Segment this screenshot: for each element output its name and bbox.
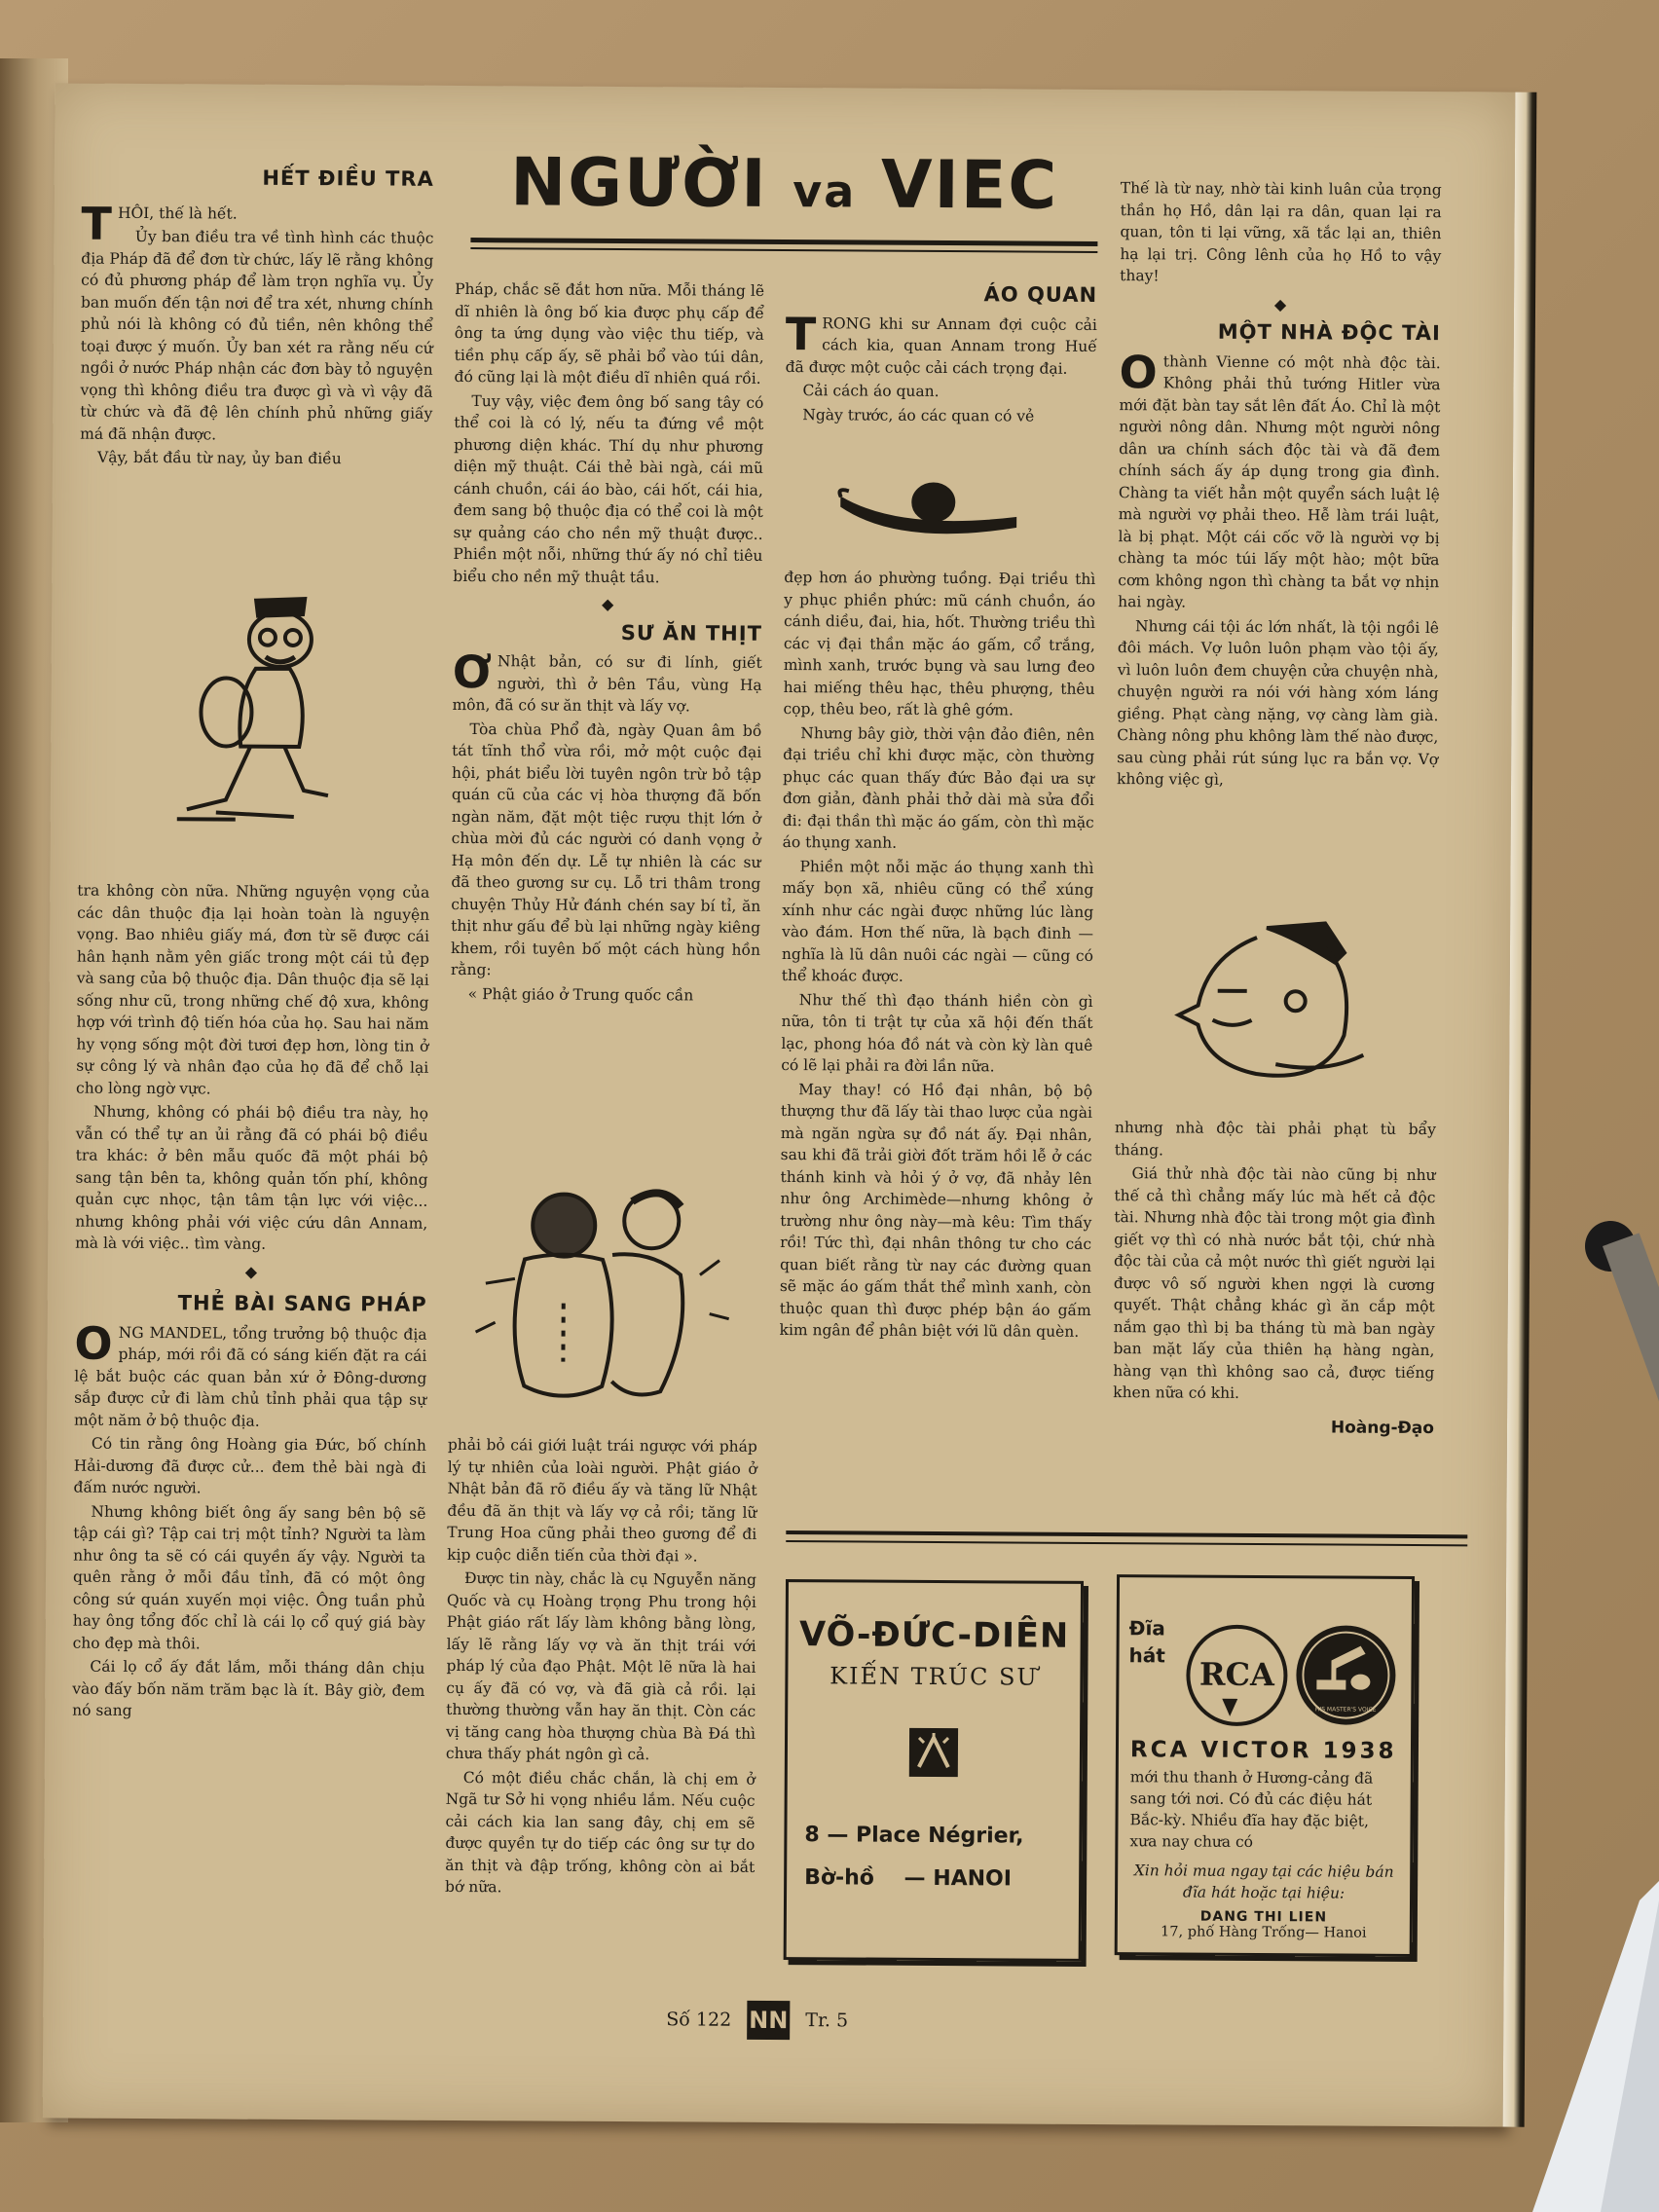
his-masters-voice-logo-icon (1292, 1621, 1400, 1729)
ad-rca-call-to-action: Xin hỏi mua ngay tại các hiệu bán đĩa hát hoặc tại hiệu: (1133, 1862, 1394, 1902)
author-signature: Hoàng-Đạo (1330, 1417, 1435, 1438)
paragraph: đẹp hơn áo phường tuồng. Đại triều thì y phục phiền phức: mũ cánh chuồn, áo cánh diều, đai, hia, hốt. Thường triều thì các vị đại thần mặc áo gấm, cổ trắng, mình xanh, trước bụng và sau lưng đeo hai miếng thêu hạc, thêu phượng, thêu cọp, thêu beo, rất là ghê gớm. (783, 569, 1096, 719)
paragraph: Được tin này, chắc là cụ Nguyễn năng Quốc và cụ Hoàng trọng Phu trong hội Phật giáo rất lấy làm không bằng lòng, lấy lẽ rằng lấy vợ và ăn thịt trái với pháp lý của đạo Phật. Một lẽ nữa là hai cụ ấy đã có vợ, và đã già cả rồi. lại thường thường vẫn hay ăn thịt. Còn các vị tăng cang hòa thượng chùa Bà Đá thì chưa thấy phát ngôn gì cả. (445, 1569, 757, 1764)
dropcap: T (81, 197, 113, 250)
masthead-word-2: va (793, 165, 857, 218)
caricature-walking-man (158, 580, 393, 834)
column-3 (785, 282, 1097, 429)
his-masters-voice-text: HIS MASTER'S VOICE (1314, 1706, 1377, 1714)
paragraph: Ngày trước, áo các quan có vẻ (802, 405, 1035, 425)
paragraph: RONG khi sư Annam đợi cuộc cải cách kia, quan Annam trong Huế đã được một cuộc cải cách trọng đại. (785, 313, 1097, 378)
paragraph: Giá thử nhà độc tài nào cũng bị như thế cả thì chẳng mấy lúc mà hết cả độc tài. Nhưng nhà độc tài trong một gia đình giết vợ thì có nhà nước bắt tội, chứ nhà độc tài của cả một nước thì giết người lại được vô số người khen ngợi là cương quyết. Thật chẳng khác gì ăn cắp một nắm gạo thì bị ba tháng tù mà ban ngày ban mặt lấy của thiên hạ hàng ngàn, hàng vạn thì không sao cả, được tiếng khen nữa có khi. (1113, 1164, 1436, 1402)
paragraph: Cái lọ cổ ấy đắt lắm, mỗi tháng dân chịu vào đấy bốn năm trăm bạc là ít. Bây giờ, đem nó sang (72, 1657, 425, 1719)
dropcap: O (1119, 345, 1158, 398)
section-divider-diamond: ◆ (1273, 294, 1287, 313)
paragraph: Phiền một nỗi mặc áo thụng xanh thì mấy bọn xã, nhiêu cũng có thể xúng xính như các ngài được những lúc làng vào đám. Hơn thế nữa, là bạch đinh — nghĩa là lũ dân nuôi các ngài — cũng có thể khoác được. (781, 857, 1094, 985)
paragraph: Có tin rằng ông Hoàng gia Đức, bố chính Hải-dương đã được cử... đem thẻ bài ngà đi đấm nước người. (73, 1434, 426, 1497)
paragraph: tra không còn nữa. Những nguyện vọng của các dân thuộc địa lại hoàn toàn là nguyện vọng. Bao nhiêu giấy má, đơn từ sẽ được cái hân hạnh nằm yên giấc trong một cái tủ đẹp và sang của bộ thuộc địa. Dân thuộc địa sẽ lại sống như cũ, trong những chế độ xưa, không hợp với trình độ tiến hóa của họ. Sau hai năm hy vọng sống một đời tươi đẹp hơn, lòng tin ở sự công lý và nhân đạo của họ đã để chỗ lại cho lòng ngờ vực. (76, 881, 430, 1097)
ad-architect-title: KIẾN TRÚC SƯ (830, 1662, 1039, 1691)
advertisement-architect (784, 1579, 1084, 1962)
caricature-dictator-head (1159, 907, 1374, 1093)
article-heading-het-dieu-tra: HẾT ĐIỀU TRA (262, 166, 434, 191)
article-heading-mot-nha-doc-tai: MỘT NHÀ ĐỘC TÀI (1217, 319, 1441, 346)
ad-disc-label-line-1: Đĩa (1128, 1616, 1165, 1641)
dropcap: T (785, 307, 817, 360)
column-2 (451, 278, 765, 1009)
ad-rule-thick (786, 1530, 1467, 1538)
paragraph: Tuy vậy, việc đem ông bố sang tây có thể coi là có lý, nếu ta đứng về một phương diện khác. Thí dụ như phương diện mỹ thuật. Cái thẻ bài ngà, cái mũ cánh chuồn, cái áo bào, cái hốt, cái hia, đem sang bộ thuộc địa có thể coi là một sự quảng cáo cho nền mỹ thuật được.. Phiền một nỗi, những thứ ấy nó chỉ tiêu biểu cho nền mỹ thuật tầu. (453, 391, 764, 586)
paragraph: « Phật giáo ở Trung quốc cần (467, 984, 694, 1004)
paragraph: phải bỏ cái giới luật trái ngược với pháp lý tự nhiên của loài người. Phật giáo ở Nhật bản đã rõ điều ấy và tăng lữ Nhật đều đã ăn thịt và lấy vợ cả rồi; tăng lữ Trung Hoa cũng phải theo gương để đi kịp cuộc diễn tiến của thời đại ». (447, 1435, 757, 1565)
column-2-continued (445, 1434, 757, 1901)
paragraph: Tòa chùa Phổ đà, ngày Quan âm bồ tát tĩnh thổ vừa rồi, mở một cuộc đại hội, phát biểu lời tuyên ngôn trừ bỏ tập quán cũ của các vị hòa thượng đã bốn ngàn năm, đặt một tiệc rượu thịt lớn ở chùa mời đủ các người có danh vọng ở Hạ môn đến dự. Lễ tự nhiên là các sư đã theo gương sư cụ. Lỗ tri thâm trong chuyện Thủy Hử đánh chén say bí tỉ, ăn thịt như gấu để bù lại những ngày kiêng khem, rồi tuyên bố một cách hùng hồn rằng: (450, 719, 762, 979)
masthead-rule-thin (470, 247, 1097, 253)
column-1-continued (72, 880, 429, 1726)
issue-number: Số 122 (666, 2009, 732, 2031)
ad-rca-dealer-name: DANG THI LIEN (1199, 1908, 1328, 1926)
ad-rule-thin (786, 1540, 1467, 1546)
paragraph: NG MANDEL, tổng trưởng bộ thuộc địa pháp, mới rồi đã có sáng kiến đặt ra cái lệ bắt buộc các quan bản xứ ở Đông-dương sắp được cử đi làm chủ tỉnh phải qua tập sự một năm ở bộ thuộc địa. (73, 1323, 427, 1430)
masthead (462, 144, 1106, 265)
dropcap: Ơ (452, 645, 493, 699)
article-heading-su-an-thit: SƯ ĂN THỊT (620, 620, 763, 645)
ad-rca-headline: RCA VICTOR 1938 (1129, 1737, 1397, 1764)
paragraph: May thay! có Hồ đại nhân, bộ bộ thượng thư đã lấy tài thao lược của ngài mà ngăn ngừa sự đồ nát ấy. Đại nhân, sau khi đã trải giời đốt trăm hồi lễ ở các thánh kinh và hỏi ý ở vợ, đã nhảy lên như ông Archimède—nhưng không ở trường như ông này—mà kêu: Tìm thấy rồi! Tức thì, đại nhân thông tư cho các quan biết rằng từ nay các đường quan sẽ mặc áo gấm thắt thể mình xanh, còn thuộc quan thì được phép bận áo gấm kim ngân để phân biệt với lũ dân quèn. (779, 1080, 1093, 1341)
ad-rca-body: mới thu thanh ở Hương-cảng đã sang tới nơi. Có đủ các điệu hát Bắc-kỳ. Nhiều đĩa hay đặc biệt, xưa nay chưa có (1129, 1768, 1374, 1851)
paragraph: Pháp, chắc sẽ đắt hơn nữa. Mỗi tháng lẽ dĩ nhiên là ông bố kia được phụ cấp để ông ta ứng dụng vào việc thu tiếp, và tiền phụ cấp ấy, sẽ phải bổ vào túi dân, đó cũng lại là một điều dĩ nhiên quá rồi. (454, 279, 765, 387)
section-divider-diamond: ◆ (244, 1262, 258, 1281)
paragraph: Thế là từ nay, nhờ tài kinh luân của trọng thần họ Hồ, dân lại ra dân, quan lại ra quan, tôn ti lại vững, xã tắc lại an, thiên hạ lại trị. Công lênh của họ Hồ to vậy thay! (1120, 179, 1442, 285)
article-heading-ao-quan: ÁO QUAN (983, 282, 1098, 307)
ngay-nay-logo-icon: NN (747, 2001, 790, 2040)
illustration-monk-and-woman (465, 1166, 740, 1421)
ad-architect-address-city: — HANOI (903, 1865, 1013, 1892)
ad-architect-name: VÕ-ĐỨC-DIÊN (798, 1615, 1070, 1656)
column-4 (1117, 177, 1442, 794)
column-1 (80, 166, 434, 473)
ad-architect-address-area: Bờ-hồ (804, 1865, 875, 1891)
paragraph: Vậy, bắt đầu từ nay, ủy ban điều (96, 448, 342, 468)
illustration-mandarin-hat (830, 467, 1026, 556)
ad-architect-address-line-2 (804, 1857, 1061, 1901)
article-heading-the-bai-sang-phap: THẺ BÀI SANG PHÁP (177, 1291, 427, 1316)
paragraph: Nhật bản, có sư đi lính, giết người, thì ở bên Tầu, vùng Hạ môn, đã có sư ăn thịt và lấy vợ. (452, 652, 762, 716)
paragraph: Cải cách áo quan. (802, 382, 940, 400)
paragraph: HÔI, thế là hết. (117, 203, 238, 223)
section-divider-diamond: ◆ (601, 594, 614, 613)
paragraph: Ủy ban điều tra về tình hình các thuộc địa Pháp đã để đơn từ chức, lấy lẽ rằng không có đủ phương pháp để làm trọn nghĩa vụ. Ủy ban muốn đến tận nơi để tra xét, nhưng chính phủ nói là không có đủ tiền, nên không thể toại được ý muốn. Ủy ban xét ra rằng nếu cứ ngồi ở nước Pháp nhận các đơn bày tỏ nguyện vọng thì không điều tra được gì và vì vậy đã từ chức và đã đệ lên chính phủ những giấy má đã nhận được. (80, 227, 434, 443)
paragraph: Nhưng bây giờ, thời vận đảo điên, nên đại triều chỉ khi được mặc, còn thường phục các quan thấy đức Bảo đại ưa sự đơn giản, đành phải thở dài mà sửa đổi đi: đại thần thì mặc áo gấm, còn thì mặc áo thụng xanh. (782, 723, 1095, 852)
paragraph: Có một điều chắc chắn, là chị em ở Ngã tư Sở hi vọng nhiều lắm. Nếu cuộc cải cách kia lan sang đây, chị em sẽ được quyền tự do tiếp các ông sư tự do ăn thịt và đập trống, không còn ai bắt bớ nữa. (445, 1768, 756, 1897)
masthead-word-1: NGƯỜI (510, 144, 768, 223)
paragraph: thành Vienne có một nhà độc tài. Không phải thủ tướng Hitler vừa mới đặt bàn tay sắt lên đất Áo. Chỉ là một người nông dân. Nhưng một người nông dân ưa chính sách độc tài và đã đem chính sách ấy áp dụng trong gia đình. Chàng ta viết hẳn một quyển sách luật lệ mà người vợ phải theo. Hễ làm trái luật, là bị phạt. Một cái cốc vỡ là người vợ bị chàng ta móc túi lấy một hào; một bữa cơm không ngon thì chàng ta bắt vợ nhịn hai ngày. (1118, 351, 1441, 611)
page-number: Tr. 5 (805, 2009, 849, 2032)
masthead-word-3: VIEC (880, 146, 1059, 225)
rca-logo-icon (1183, 1623, 1291, 1729)
architect-emblem-icon (904, 1723, 963, 1782)
column-3-continued (780, 567, 1096, 1345)
masthead-rule-thick (470, 238, 1097, 246)
ad-disc-label-line-2: hát (1128, 1643, 1165, 1668)
paragraph: Như thế thì đạo thánh hiền còn gì nữa, tôn ti trật tự của xã hội đến thất lạc, phong hóa đồ nát và còn kỳ làn quê có lẽ lại phải ra đời lần nữa. (781, 990, 1093, 1076)
magazine-page (43, 83, 1516, 2126)
ad-rca-dealer-address: 17, phố Hàng Trống— Hanoi (1161, 1924, 1367, 1941)
dropcap: O (74, 1316, 113, 1370)
paragraph: Nhưng không biết ông ấy sang bên bộ sẽ tập cái gì? Tập cai trị một tỉnh? Người ta làm như ông ta sẽ có cái quyền ấy vậy. Người ta quên rằng ở mỗi đầu tỉnh, đã có một ông công sứ quán xuyến mọi việc. Ông tuần phủ hay ông tổng đốc chỉ là cái lọ cổ quý giá bày cho đẹp mà thôi. (72, 1502, 426, 1652)
page-footer (666, 2000, 958, 2041)
paragraph: Nhưng cái tội ác lớn nhất, là tội ngồi lê đôi mách. Vợ luôn luôn phạm vào tội ấy, vì luôn luôn đem chuyện cửa chuyện nhà, chuyện người ra nói với hàng xóm láng giềng. Phạt càng nặng, vợ càng làm già. Chàng nông phu không làm thế nào được, sau cùng phải rút súng lục ra bắn vợ. Vợ không việc gì, (1116, 616, 1440, 789)
column-4-continued (1113, 1117, 1436, 1439)
pen-clip (1542, 1207, 1659, 1558)
advertisement-rca-records (1115, 1574, 1415, 1957)
rca-logo-text: RCA (1198, 1655, 1274, 1694)
ad-architect-address-line-1: 8 — Place Négrier, (804, 1823, 1024, 1849)
paragraph: Nhưng, không có phái bộ điều tra này, họ vẫn có thể tự an ủi rằng đã có phái bộ điều tra khác: ở bên mẫu quốc đã một phái bộ sang tận bên ta, không quản tốn phí, không quản cực nhọc, tận tâm tận lực với việc... nhưng không phải với việc cứu dân Annam, mà là với việc.. tìm vàng. (75, 1102, 428, 1253)
paragraph: nhưng nhà độc tài phải phạt tù bẩy tháng. (1114, 1119, 1436, 1159)
masthead-title (463, 144, 1106, 225)
